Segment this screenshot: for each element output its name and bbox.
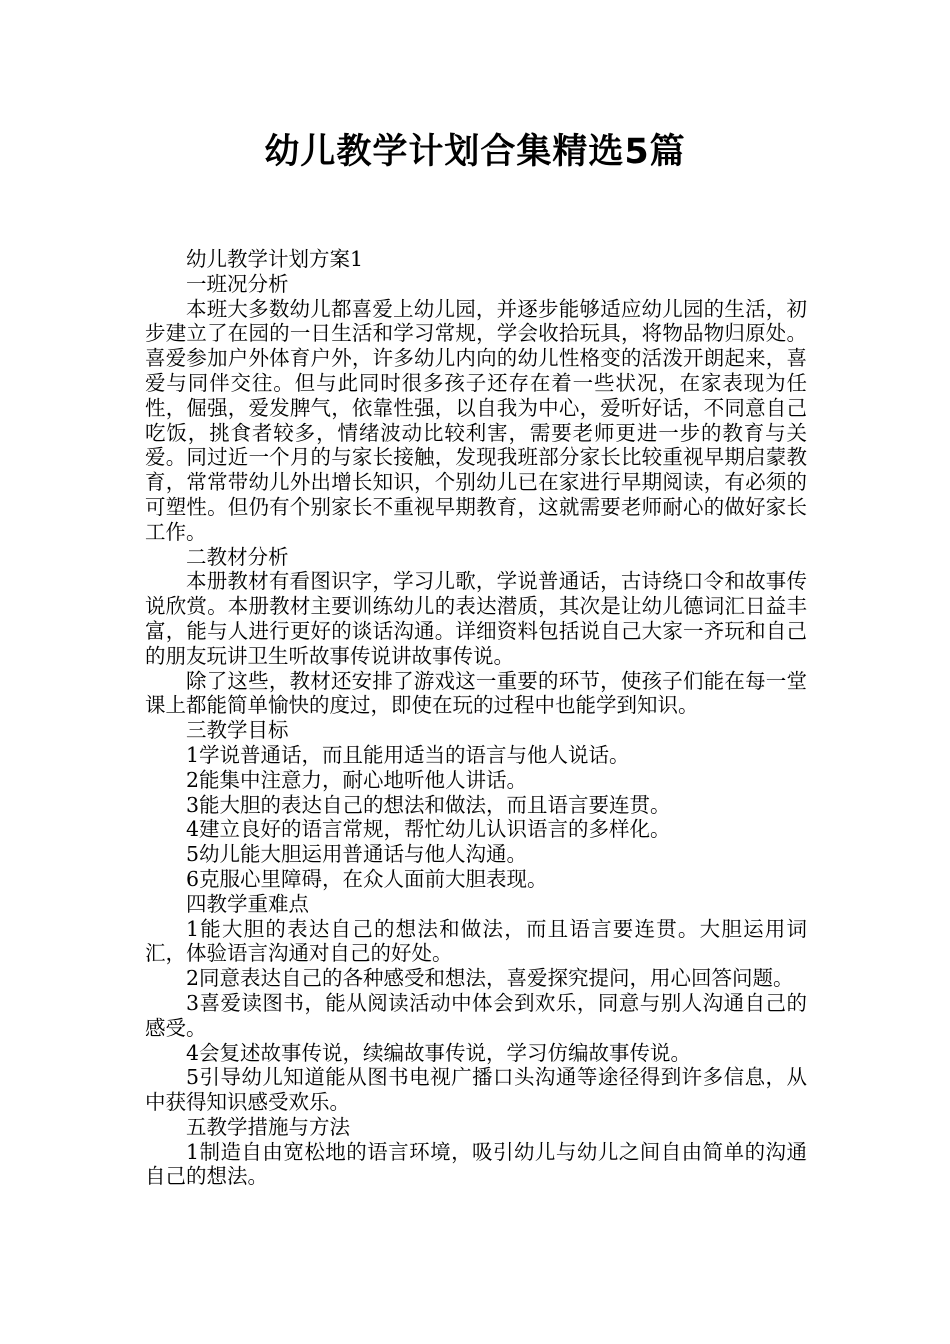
key-point-item-3: 3喜爱读图书，能从阅读活动中体会到欢乐，同意与别人沟通自己的感受。 — [145, 990, 807, 1040]
goal-item-4: 4建立良好的语言常规，帮忙幼儿认识语言的多样化。 — [186, 817, 671, 842]
paragraph-class-analysis: 本班大多数幼儿都喜爱上幼儿园，并逐步能够适应幼儿园的生活，初步建立了在园的一日生活和学习常规，学会收拾玩具，将物品物归原处。喜爱参加户外体育户外，许多幼儿内向的幼儿性格变的活泼开朗起来，喜爱与同伴交往。但与此同时很多孩子还存在着一些状况，在家表现为任性，倔强，爱发脾气，依靠性强，以自我为中心，爱听好话，不同意自己吃饭，挑食者较多，情绪波动比较利害，需要老师更进一步的教育与关爱。同过近一个月的与家长接触，发现我班部分家长比较重视早期启蒙教育，常常带幼儿外出增长知识，个别幼儿已在家进行早期阅读，有必须的可塑性。但仍有个别家长不重视早期教育，这就需要老师耐心的做好家长工作。 — [145, 296, 807, 544]
goal-item-3: 3能大胆的表达自己的想法和做法，而且语言要连贯。 — [186, 792, 671, 817]
goal-item-5: 5幼儿能大胆运用普通话与他人沟通。 — [186, 842, 528, 867]
key-point-item-5: 5引导幼儿知道能从图书电视广播口头沟通等途径得到许多信息，从中获得知识感受欢乐。 — [145, 1065, 807, 1115]
section-heading-key-points: 四教学重难点 — [186, 891, 309, 916]
section-heading-material-analysis: 二教材分析 — [186, 544, 289, 569]
method-item-1: 1制造自由宽松地的语言环境，吸引幼儿与幼儿之间自由简单的沟通自己的想法。 — [145, 1139, 807, 1189]
paragraph-material-content: 本册教材有看图识字，学习儿歌，学说普通话，古诗绕口令和故事传说欣赏。本册教材主要训练幼儿的表达潜质，其次是让幼儿德词汇日益丰富，能与人进行更好的谈话沟通。详细资料包括说自己大家一齐玩和自己的朋友玩讲卫生听故事传说讲故事传说。 — [145, 569, 807, 668]
document-body — [145, 247, 807, 1189]
section-heading-methods: 五教学措施与方法 — [186, 1114, 350, 1139]
key-point-item-1: 1能大胆的表达自己的想法和做法，而且语言要连贯。大胆运用词汇，体验语言沟通对自己的好处。 — [145, 916, 807, 966]
key-point-item-4: 4会复述故事传说，续编故事传说，学习仿编故事传说。 — [186, 1040, 692, 1065]
paragraph-material-games: 除了这些，教材还安排了游戏这一重要的环节，使孩子们能在每一堂课上都能简单愉快的度过，即使在玩的过程中也能学到知识。 — [145, 668, 807, 718]
section-heading-teaching-goals: 三教学目标 — [186, 718, 289, 743]
goal-item-6: 6克服心里障碍，在众人面前大胆表现。 — [186, 866, 548, 891]
document-title: 幼儿教学计划合集精选5篇 — [264, 132, 686, 172]
key-point-item-2: 2同意表达自己的各种感受和想法，喜爱探究提问，用心回答问题。 — [186, 966, 794, 991]
section-heading-plan-1: 幼儿教学计划方案1 — [186, 247, 364, 271]
section-heading-class-analysis: 一班况分析 — [186, 271, 289, 296]
goal-item-1: 1学说普通话，而且能用适当的语言与他人说话。 — [186, 742, 630, 767]
goal-item-2: 2能集中注意力，耐心地听他人讲话。 — [186, 767, 528, 792]
